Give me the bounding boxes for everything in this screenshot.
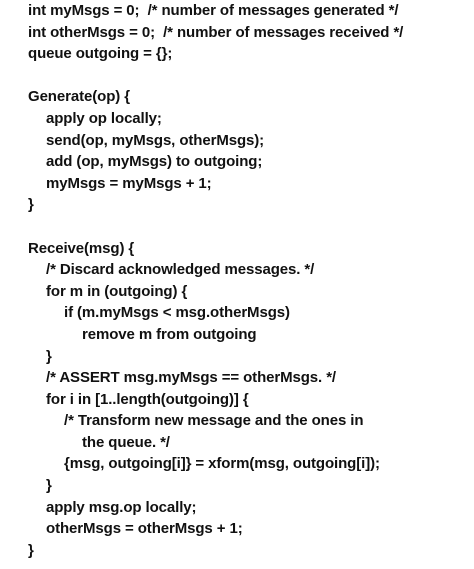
code-line: apply op locally; xyxy=(46,109,162,127)
code-line: otherMsgs = otherMsgs + 1; xyxy=(46,520,243,538)
code-line: } xyxy=(46,477,52,495)
code-line: /* Transform new message and the ones in xyxy=(64,412,364,430)
code-line: /* ASSERT msg.myMsgs == otherMsgs. */ xyxy=(46,369,336,387)
code-line: int myMsgs = 0; /* number of messages generated */ xyxy=(28,2,399,19)
code-line: } xyxy=(28,541,34,559)
code-line: add (op, myMsgs) to outgoing; xyxy=(46,153,263,171)
code-line: if (m.myMsgs < msg.otherMsgs) xyxy=(64,304,290,322)
code-line: for i in [1..length(outgoing)] { xyxy=(46,390,249,408)
code-line: remove m from outgoing xyxy=(82,325,257,343)
code-line xyxy=(28,65,468,87)
code-line: {msg, outgoing[i]} = xform(msg, outgoing[i]); xyxy=(64,455,380,473)
code-line: the queue. */ xyxy=(82,433,170,451)
code-line: /* Discard acknowledged messages. */ xyxy=(46,261,315,279)
code-line: for m in (outgoing) { xyxy=(46,282,188,300)
code-line: Generate(op) { xyxy=(28,88,130,106)
code-line: queue outgoing = {}; xyxy=(28,45,173,63)
code-line: myMsgs = myMsgs + 1; xyxy=(46,174,212,192)
code-listing xyxy=(28,0,468,561)
code-line: } xyxy=(46,347,52,365)
code-line: int otherMsgs = 0; /* number of messages received */ xyxy=(28,23,404,41)
code-line xyxy=(28,216,468,238)
code-line: } xyxy=(28,196,34,214)
code-line: Receive(msg) { xyxy=(28,239,135,257)
code-line: apply msg.op locally; xyxy=(46,498,197,516)
code-line: send(op, myMsgs, otherMsgs); xyxy=(46,131,265,149)
